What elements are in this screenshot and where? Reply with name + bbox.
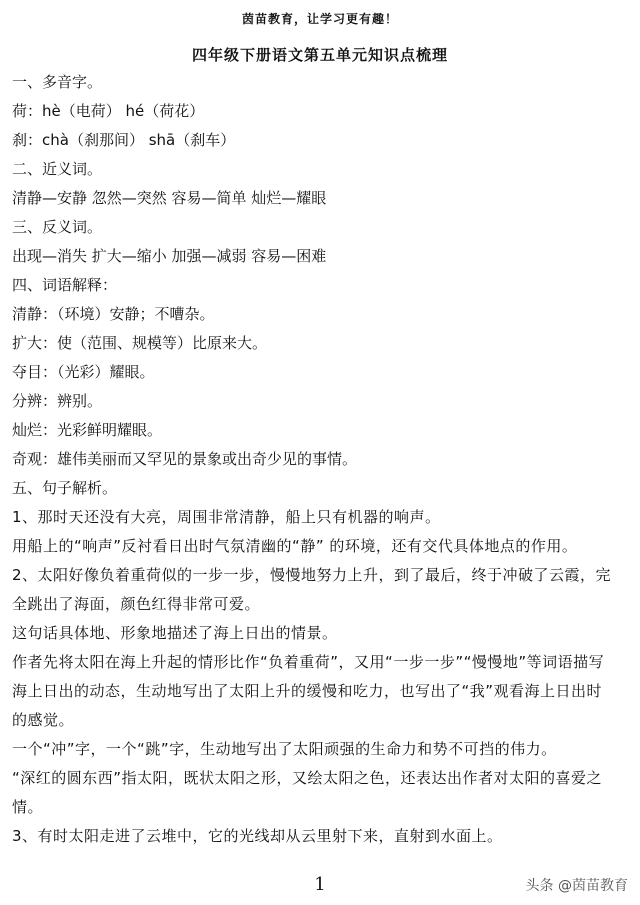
sentence-analysis-paragraph: 作者先将太阳在海上升起的情形比作“负着重荷”，又用“一步一步”“慢慢地”等词语描写海上日出的动态，生动地写出了太阳上升的缓慢和吃力，也写出了“我”观看海上日出时的感觉。 (12, 653, 605, 729)
page-number: 1 (314, 874, 326, 895)
word-explanation-item: 灿烂：光彩鲜明耀眼。 (12, 421, 163, 439)
sentence-analysis-paragraph: 这句话具体地、形象地描述了海上日出的情景。 (12, 624, 338, 642)
header-brand: 茵苗教育，让学习更有趣！ (241, 12, 398, 26)
sentence-analysis-paragraph: 1、那时天还没有大亮，周围非常清静，船上只有机器的响声。 (12, 508, 441, 526)
sentence-analysis-paragraph: “深红的圆东西”指太阳，既状太阳之形，又绘太阳之色，还表达出作者对太阳的喜爱之情。 (12, 769, 603, 816)
section-heading-antonyms: 三、反义词。 (12, 218, 103, 236)
sentence-analysis-paragraph: 2、太阳好像负着重荷似的一步一步，慢慢地努力上升，到了最后，终于冲破了云霞，完全跳出了海面，颜色红得非常可爱。 (12, 566, 612, 613)
word-explanation-item: 扩大：使（范围、规模等）比原来大。 (12, 334, 268, 352)
antonym-list: 出现—消失 扩大—缩小 加强—减弱 容易—困难 (12, 247, 327, 265)
section-heading-synonyms: 二、近义词。 (12, 160, 103, 178)
word-explanation-item: 分辨：辨别。 (12, 392, 103, 410)
sentence-analysis-paragraph: 用船上的“响声”反衬看日出时气氛清幽的“静” 的环境，还有交代具体地点的作用。 (12, 537, 578, 555)
word-explanation-item: 清静：（环境）安静；不嘈杂。 (12, 305, 215, 323)
word-explanation-item: 奇观：雄伟美丽而又罕见的景象或出奇少见的事情。 (12, 450, 358, 468)
sentence-analysis-paragraph: 一个“冲”字，一个“跳”字，生动地写出了太阳顽强的生命力和势不可挡的伟力。 (12, 740, 557, 758)
word-explanation-item: 夺目：（光彩）耀眼。 (12, 363, 155, 381)
sentence-analysis-paragraph: 3、有时太阳走进了云堆中，它的光线却从云里射下来，直射到水面上。 (12, 827, 503, 845)
section-heading-word-explanations: 四、词语解释： (12, 276, 118, 294)
section-heading-polyphones: 一、多音字。 (12, 73, 103, 91)
document-title: 四年级下册语文第五单元知识点梳理 (191, 46, 448, 64)
polyphone-item: 荷：hè（电荷） hé（荷花） (12, 102, 205, 120)
section-heading-sentence-analysis: 五、句子解析。 (12, 479, 118, 497)
document-body (12, 68, 614, 851)
polyphone-item: 刹：chà（刹那间） shā（刹车） (12, 131, 236, 149)
watermark-text: 头条 @茵苗教育 (525, 878, 628, 894)
source-watermark (526, 875, 628, 895)
synonym-list: 清静—安静 忽然—突然 容易—简单 灿烂—耀眼 (12, 189, 327, 207)
